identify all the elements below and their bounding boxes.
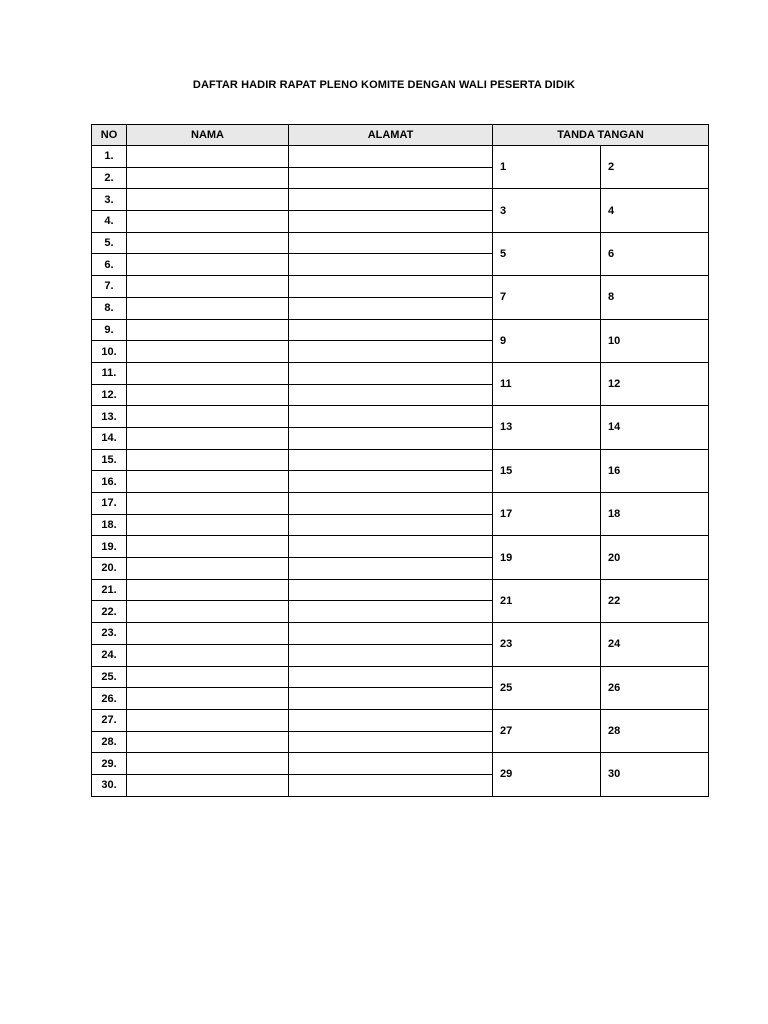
signature-cell[interactable]: 6 [601,232,709,275]
table-row [92,623,709,645]
nama-cell[interactable] [127,211,289,233]
nama-cell[interactable] [127,254,289,276]
nama-cell[interactable] [127,558,289,580]
row-number: 3. [92,189,127,211]
signature-cell[interactable]: 19 [493,536,601,579]
header-no: NO [92,125,127,146]
signature-cell[interactable]: 29 [493,753,601,796]
nama-cell[interactable] [127,341,289,363]
nama-cell[interactable] [127,774,289,796]
alamat-cell[interactable] [289,471,493,493]
row-number: 26. [92,688,127,710]
alamat-cell[interactable] [289,731,493,753]
table-row [92,406,709,428]
alamat-cell[interactable] [289,319,493,341]
signature-cell[interactable]: 8 [601,276,709,319]
alamat-cell[interactable] [289,666,493,688]
table-row [92,189,709,211]
row-number: 24. [92,644,127,666]
table-row [92,232,709,254]
header-alamat: ALAMAT [289,125,493,146]
table-header-row [92,125,709,146]
row-number: 8. [92,297,127,319]
row-number: 12. [92,384,127,406]
nama-cell[interactable] [127,514,289,536]
row-number: 29. [92,753,127,775]
signature-cell[interactable]: 1 [493,146,601,189]
signature-cell[interactable]: 16 [601,449,709,492]
alamat-cell[interactable] [289,297,493,319]
nama-cell[interactable] [127,601,289,623]
row-number: 19. [92,536,127,558]
alamat-cell[interactable] [289,254,493,276]
row-number: 7. [92,276,127,298]
nama-cell[interactable] [127,688,289,710]
signature-cell[interactable]: 4 [601,189,709,232]
signature-cell[interactable]: 30 [601,753,709,796]
table-row [92,536,709,558]
nama-cell[interactable] [127,362,289,384]
table-row [92,449,709,471]
nama-cell[interactable] [127,146,289,168]
row-number: 22. [92,601,127,623]
table-row [92,319,709,341]
signature-cell[interactable]: 17 [493,493,601,536]
nama-cell[interactable] [127,276,289,298]
signature-cell[interactable]: 27 [493,709,601,752]
row-number: 1. [92,146,127,168]
row-number: 6. [92,254,127,276]
alamat-cell[interactable] [289,514,493,536]
signature-cell[interactable]: 25 [493,666,601,709]
row-number: 10. [92,341,127,363]
row-number: 4. [92,211,127,233]
table-row [92,276,709,298]
alamat-cell[interactable] [289,211,493,233]
row-number: 27. [92,709,127,731]
signature-cell[interactable]: 22 [601,579,709,622]
nama-cell[interactable] [127,427,289,449]
nama-cell[interactable] [127,449,289,471]
alamat-cell[interactable] [289,558,493,580]
alamat-cell[interactable] [289,623,493,645]
alamat-cell[interactable] [289,449,493,471]
nama-cell[interactable] [127,384,289,406]
nama-cell[interactable] [127,644,289,666]
alamat-cell[interactable] [289,406,493,428]
signature-cell[interactable]: 20 [601,536,709,579]
nama-cell[interactable] [127,189,289,211]
alamat-cell[interactable] [289,579,493,601]
row-number: 18. [92,514,127,536]
signature-cell[interactable]: 3 [493,189,601,232]
alamat-cell[interactable] [289,644,493,666]
signature-cell[interactable]: 5 [493,232,601,275]
nama-cell[interactable] [127,297,289,319]
signature-cell[interactable]: 26 [601,666,709,709]
nama-cell[interactable] [127,167,289,189]
alamat-cell[interactable] [289,167,493,189]
table-row [92,579,709,601]
alamat-cell[interactable] [289,341,493,363]
document-title: DAFTAR HADIR RAPAT PLENO KOMITE DENGAN WALI PESERTA DIDIK [192,79,576,91]
alamat-cell[interactable] [289,146,493,168]
alamat-cell[interactable] [289,384,493,406]
alamat-cell[interactable] [289,493,493,515]
row-number: 28. [92,731,127,753]
alamat-cell[interactable] [289,688,493,710]
signature-cell[interactable]: 21 [493,579,601,622]
table-row [92,493,709,515]
table-row [92,753,709,775]
signature-cell[interactable]: 12 [601,362,709,405]
alamat-cell[interactable] [289,427,493,449]
signature-cell[interactable]: 10 [601,319,709,362]
alamat-cell[interactable] [289,189,493,211]
alamat-cell[interactable] [289,774,493,796]
row-number: 23. [92,623,127,645]
nama-cell[interactable] [127,666,289,688]
row-number: 25. [92,666,127,688]
table-row [92,146,709,168]
signature-cell[interactable]: 18 [601,493,709,536]
nama-cell[interactable] [127,493,289,515]
nama-cell[interactable] [127,731,289,753]
signature-cell[interactable]: 2 [601,146,709,189]
alamat-cell[interactable] [289,276,493,298]
nama-cell[interactable] [127,319,289,341]
nama-cell[interactable] [127,579,289,601]
signature-cell[interactable]: 11 [493,362,601,405]
row-number: 30. [92,774,127,796]
signature-cell[interactable]: 28 [601,709,709,752]
row-number: 11. [92,362,127,384]
row-number: 2. [92,167,127,189]
row-number: 9. [92,319,127,341]
header-nama: NAMA [127,125,289,146]
row-number: 21. [92,579,127,601]
signature-cell[interactable]: 7 [493,276,601,319]
alamat-cell[interactable] [289,753,493,775]
row-number: 5. [92,232,127,254]
attendance-table [91,124,709,797]
alamat-cell[interactable] [289,536,493,558]
row-number: 14. [92,427,127,449]
nama-cell[interactable] [127,406,289,428]
signature-cell[interactable]: 13 [493,406,601,449]
nama-cell[interactable] [127,232,289,254]
row-number: 20. [92,558,127,580]
row-number: 16. [92,471,127,493]
alamat-cell[interactable] [289,362,493,384]
nama-cell[interactable] [127,709,289,731]
signature-cell[interactable]: 14 [601,406,709,449]
nama-cell[interactable] [127,536,289,558]
table-row [92,362,709,384]
table-row [92,709,709,731]
signature-cell[interactable]: 9 [493,319,601,362]
alamat-cell[interactable] [289,232,493,254]
alamat-cell[interactable] [289,709,493,731]
signature-cell[interactable]: 23 [493,623,601,666]
nama-cell[interactable] [127,753,289,775]
row-number: 17. [92,493,127,515]
signature-cell[interactable]: 24 [601,623,709,666]
table-row [92,666,709,688]
table-body [92,146,709,797]
alamat-cell[interactable] [289,601,493,623]
nama-cell[interactable] [127,623,289,645]
row-number: 13. [92,406,127,428]
header-tanda-tangan: TANDA TANGAN [493,125,709,146]
nama-cell[interactable] [127,471,289,493]
signature-cell[interactable]: 15 [493,449,601,492]
row-number: 15. [92,449,127,471]
